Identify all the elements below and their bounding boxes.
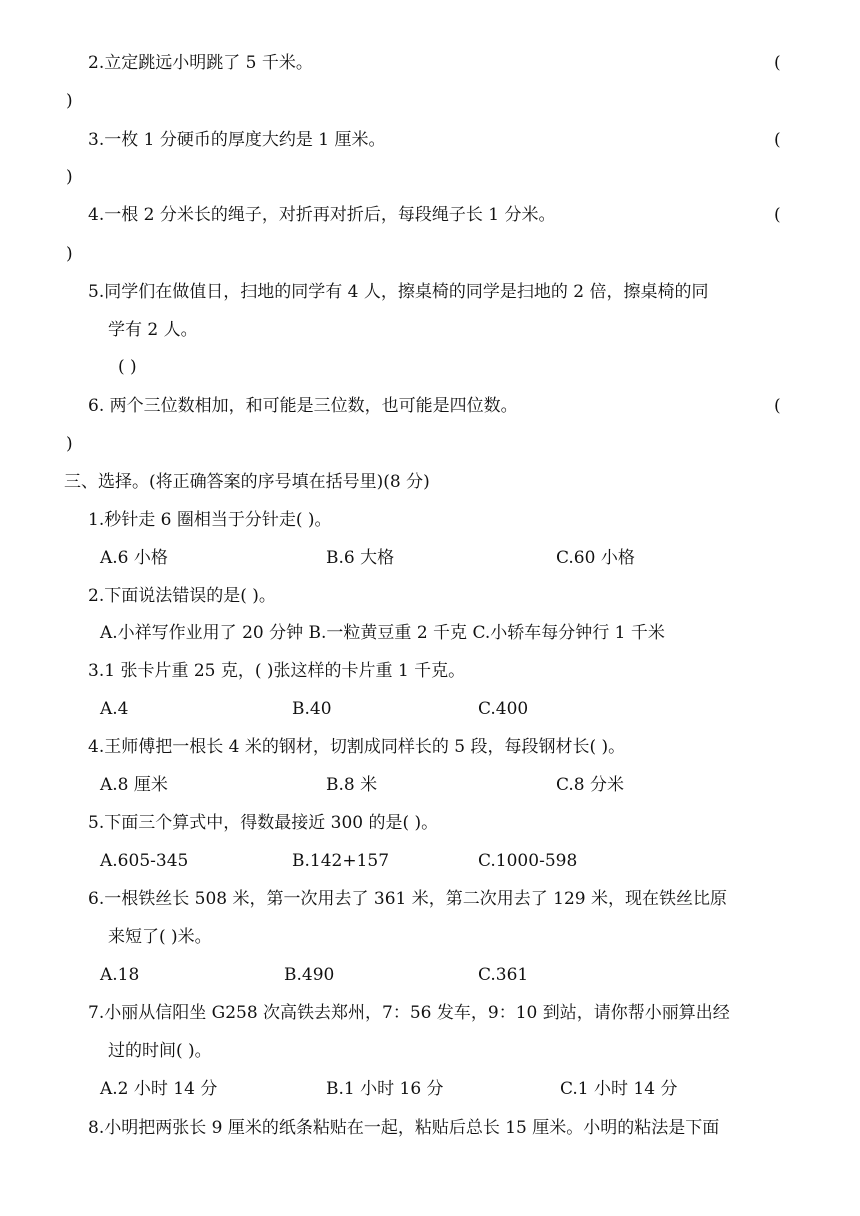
- option-c[interactable]: C.1 小时 14 分: [560, 1079, 678, 1099]
- judgment-item-6: 6. 两个三位数相加，和可能是三位数，也可能是四位数。: [88, 396, 518, 416]
- option-a[interactable]: A.605-345: [100, 851, 189, 871]
- question-3: 3.1 张卡片重 25 克，( )张这样的卡片重 1 千克。: [88, 661, 466, 681]
- option-a[interactable]: A.8 厘米: [100, 775, 168, 795]
- question-2: 2.下面说法错误的是( )。: [88, 586, 276, 606]
- option-b[interactable]: B.490: [284, 965, 335, 985]
- question-1: 1.秒针走 6 圈相当于分针走( )。: [88, 510, 332, 530]
- answer-paren-open[interactable]: (: [774, 130, 781, 150]
- judgment-item-5: 5.同学们在做值日，扫地的同学有 4 人，擦桌椅的同学是扫地的 2 倍，擦桌椅的同: [88, 282, 709, 302]
- answer-paren-close[interactable]: ): [66, 91, 73, 111]
- answer-paren-open[interactable]: (: [774, 205, 781, 225]
- answer-paren-open[interactable]: (: [774, 53, 781, 73]
- question-6-cont: 来短了( )米。: [108, 927, 212, 947]
- judgment-item-2: 2.立定跳远小明跳了 5 千米。: [88, 53, 313, 73]
- answer-paren-close[interactable]: ): [66, 434, 73, 454]
- question-7-cont: 过的时间( )。: [108, 1041, 212, 1061]
- judgment-item-5-cont: 学有 2 人。: [108, 320, 198, 340]
- section-heading: 三、选择。(将正确答案的序号填在括号里)(8 分): [64, 472, 430, 492]
- option-a[interactable]: A.2 小时 14 分: [100, 1079, 218, 1099]
- option-a[interactable]: A.4: [100, 699, 129, 719]
- option-b[interactable]: B.6 大格: [326, 548, 395, 568]
- option-c[interactable]: C.361: [478, 965, 529, 985]
- judgment-item-4: 4.一根 2 分米长的绳子，对折再对折后，每段绳子长 1 分米。: [88, 205, 556, 225]
- answer-paren-open[interactable]: (: [774, 396, 781, 416]
- option-c[interactable]: C.400: [478, 699, 529, 719]
- option-b[interactable]: B.1 小时 16 分: [326, 1079, 444, 1099]
- option-b[interactable]: B.142+157: [292, 851, 390, 871]
- question-8: 8.小明把两张长 9 厘米的纸条粘贴在一起，粘贴后总长 15 厘米。小明的粘法是下面: [88, 1118, 720, 1138]
- question-6: 6.一根铁丝长 508 米，第一次用去了 361 米，第二次用去了 129 米，现在铁丝比原: [88, 889, 727, 909]
- answer-paren[interactable]: ( ): [118, 357, 137, 377]
- option-b[interactable]: B.8 米: [326, 775, 378, 795]
- question-7: 7.小丽从信阳坐 G258 次高铁去郑州，7：56 发车，9：10 到站，请你帮小丽算出经: [88, 1003, 730, 1023]
- answer-paren-close[interactable]: ): [66, 167, 73, 187]
- option-c[interactable]: C.60 小格: [556, 548, 635, 568]
- option-c[interactable]: C.1000-598: [478, 851, 578, 871]
- options-line[interactable]: A.小祥写作业用了 20 分钟 B.一粒黄豆重 2 千克 C.小轿车每分钟行 1 千米: [100, 623, 665, 643]
- option-a[interactable]: A.18: [100, 965, 140, 985]
- question-5: 5.下面三个算式中，得数最接近 300 的是( )。: [88, 813, 439, 833]
- option-c[interactable]: C.8 分米: [556, 775, 625, 795]
- judgment-item-3: 3.一枚 1 分硬币的厚度大约是 1 厘米。: [88, 130, 386, 150]
- question-4: 4.王师傅把一根长 4 米的钢材，切割成同样长的 5 段，每段钢材长( )。: [88, 737, 626, 757]
- answer-paren-close[interactable]: ): [66, 244, 73, 264]
- option-b[interactable]: B.40: [292, 699, 332, 719]
- option-a[interactable]: A.6 小格: [100, 548, 168, 568]
